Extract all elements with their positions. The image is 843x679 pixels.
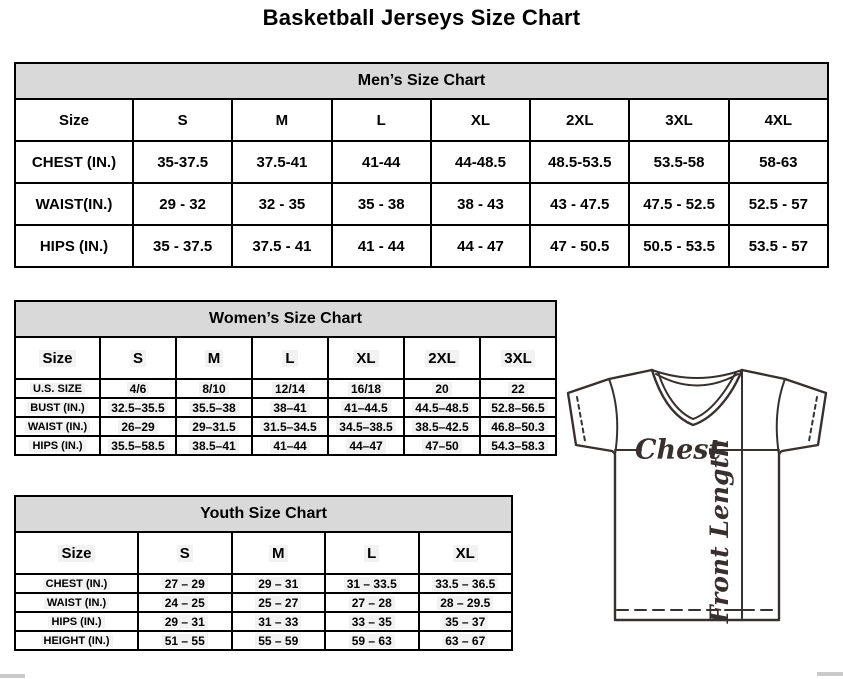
womens-column-header: S (100, 337, 176, 379)
youth-row-label: CHEST (IN.) (15, 574, 138, 593)
youth-column-header: S (138, 532, 232, 574)
womens-size-cell: 32.5–35.5 (100, 398, 176, 417)
womens-column-header: 2XL (404, 337, 480, 379)
table-row (15, 379, 556, 398)
youth-size-cell: 55 – 59 (232, 631, 326, 650)
womens-size-cell: 4/6 (100, 379, 176, 398)
left-cuff-stitch (577, 397, 585, 441)
chest-label: Chest (635, 434, 721, 466)
youth-row-label: HEIGHT (IN.) (15, 631, 138, 650)
womens-size-cell: 16/18 (328, 379, 404, 398)
womens-size-cell: 38–41 (252, 398, 328, 417)
womens-size-cell: 20 (404, 379, 480, 398)
mens-size-cell: 53.5-58 (629, 141, 728, 183)
womens-size-cell: 47–50 (404, 436, 480, 455)
youth-size-table (14, 495, 513, 651)
womens-row-label: WAIST (IN.) (15, 417, 100, 436)
youth-size-cell: 63 – 67 (419, 631, 513, 650)
right-raglan-seam (777, 379, 785, 455)
womens-chart-title: Women’s Size Chart (15, 301, 556, 337)
mens-row-label: CHEST (IN.) (15, 141, 133, 183)
youth-size-cell: 31 – 33 (232, 612, 326, 631)
womens-size-cell: 52.8–56.5 (480, 398, 556, 417)
youth-row-label: HIPS (IN.) (15, 612, 138, 631)
womens-size-table (14, 300, 557, 456)
table-row (15, 417, 556, 436)
mens-size-cell: 35-37.5 (133, 141, 232, 183)
womens-size-cell: 38.5–42.5 (404, 417, 480, 436)
scrollbar-fragment-right[interactable] (817, 672, 843, 676)
mens-size-cell: 44 - 47 (431, 225, 530, 267)
mens-column-header: L (332, 99, 431, 141)
womens-size-cell: 38.5–41 (176, 436, 252, 455)
table-row (15, 225, 828, 267)
mens-row-label: HIPS (IN.) (15, 225, 133, 267)
youth-size-cell: 59 – 63 (325, 631, 419, 650)
table-row (15, 612, 512, 631)
womens-row-label: U.S. SIZE (15, 379, 100, 398)
youth-size-cell: 35 – 37 (419, 612, 513, 631)
mens-size-cell: 48.5-53.5 (530, 141, 629, 183)
womens-size-cell: 35.5–38 (176, 398, 252, 417)
mens-size-cell: 37.5 - 41 (232, 225, 331, 267)
womens-row-label: BUST (IN.) (15, 398, 100, 417)
mens-column-header: XL (431, 99, 530, 141)
mens-size-cell: 44-48.5 (431, 141, 530, 183)
youth-size-cell: 25 – 27 (232, 593, 326, 612)
youth-chart-title: Youth Size Chart (15, 496, 512, 532)
mens-size-cell: 38 - 43 (431, 183, 530, 225)
table-row (15, 436, 556, 455)
womens-size-cell: 29–31.5 (176, 417, 252, 436)
mens-size-cell: 35 - 38 (332, 183, 431, 225)
scrollbar-fragment-left[interactable] (0, 674, 25, 678)
youth-column-header: L (325, 532, 419, 574)
mens-size-cell: 41-44 (332, 141, 431, 183)
womens-size-cell: 41–44.5 (328, 398, 404, 417)
youth-size-label: Size (15, 532, 138, 574)
mens-size-cell: 29 - 32 (133, 183, 232, 225)
right-cuff-stitch (809, 397, 817, 441)
mens-column-header: 2XL (530, 99, 629, 141)
mens-size-cell: 47.5 - 52.5 (629, 183, 728, 225)
mens-chart-title: Men’s Size Chart (15, 63, 828, 99)
womens-size-cell: 35.5–58.5 (100, 436, 176, 455)
mens-size-cell: 52.5 - 57 (729, 183, 828, 225)
mens-size-cell: 37.5-41 (232, 141, 331, 183)
youth-size-cell: 27 – 29 (138, 574, 232, 593)
mens-size-cell: 50.5 - 53.5 (629, 225, 728, 267)
womens-size-cell: 54.3–58.3 (480, 436, 556, 455)
table-row (15, 141, 828, 183)
mens-size-label: Size (15, 99, 133, 141)
youth-size-cell: 24 – 25 (138, 593, 232, 612)
womens-column-header: XL (328, 337, 404, 379)
youth-row-label: WAIST (IN.) (15, 593, 138, 612)
womens-size-cell: 31.5–34.5 (252, 417, 328, 436)
table-row (15, 398, 556, 417)
womens-row-label: HIPS (IN.) (15, 436, 100, 455)
jersey-outline (568, 370, 826, 620)
womens-size-cell: 8/10 (176, 379, 252, 398)
womens-size-cell: 34.5–38.5 (328, 417, 404, 436)
left-raglan-seam (609, 379, 617, 455)
collar-outer-arc (652, 370, 742, 378)
mens-column-header: M (232, 99, 331, 141)
table-row (15, 593, 512, 612)
womens-size-cell: 46.8–50.3 (480, 417, 556, 436)
mens-column-header: 4XL (729, 99, 828, 141)
womens-column-header: 3XL (480, 337, 556, 379)
mens-size-cell: 43 - 47.5 (530, 183, 629, 225)
womens-size-cell: 26–29 (100, 417, 176, 436)
front-length-label: Front Length (705, 438, 734, 624)
mens-column-header: S (133, 99, 232, 141)
womens-size-label: Size (15, 337, 100, 379)
youth-size-cell: 33 – 35 (325, 612, 419, 631)
mens-column-header: 3XL (629, 99, 728, 141)
mens-row-label: WAIST(IN.) (15, 183, 133, 225)
table-row (15, 183, 828, 225)
table-row (15, 631, 512, 650)
mens-size-cell: 32 - 35 (232, 183, 331, 225)
mens-size-cell: 53.5 - 57 (729, 225, 828, 267)
womens-size-cell: 44.5–48.5 (404, 398, 480, 417)
womens-column-header: M (176, 337, 252, 379)
womens-size-cell: 44–47 (328, 436, 404, 455)
youth-column-header: XL (419, 532, 513, 574)
jersey-measurement-diagram (565, 363, 837, 625)
womens-size-cell: 22 (480, 379, 556, 398)
mens-size-cell: 41 - 44 (332, 225, 431, 267)
page-title: Basketball Jerseys Size Chart (262, 5, 581, 30)
mens-size-cell: 35 - 37.5 (133, 225, 232, 267)
mens-size-cell: 58-63 (729, 141, 828, 183)
table-row (15, 574, 512, 593)
mens-size-cell: 47 - 50.5 (530, 225, 629, 267)
womens-column-header: L (252, 337, 328, 379)
youth-size-cell: 33.5 – 36.5 (419, 574, 513, 593)
youth-size-cell: 51 – 55 (138, 631, 232, 650)
youth-size-cell: 31 – 33.5 (325, 574, 419, 593)
womens-size-cell: 12/14 (252, 379, 328, 398)
youth-size-cell: 27 – 28 (325, 593, 419, 612)
youth-size-cell: 28 – 29.5 (419, 593, 513, 612)
youth-size-cell: 29 – 31 (138, 612, 232, 631)
mens-size-table (14, 62, 829, 268)
vneck-inner-line (658, 372, 736, 419)
womens-size-cell: 41–44 (252, 436, 328, 455)
youth-size-cell: 29 – 31 (232, 574, 326, 593)
youth-column-header: M (232, 532, 326, 574)
